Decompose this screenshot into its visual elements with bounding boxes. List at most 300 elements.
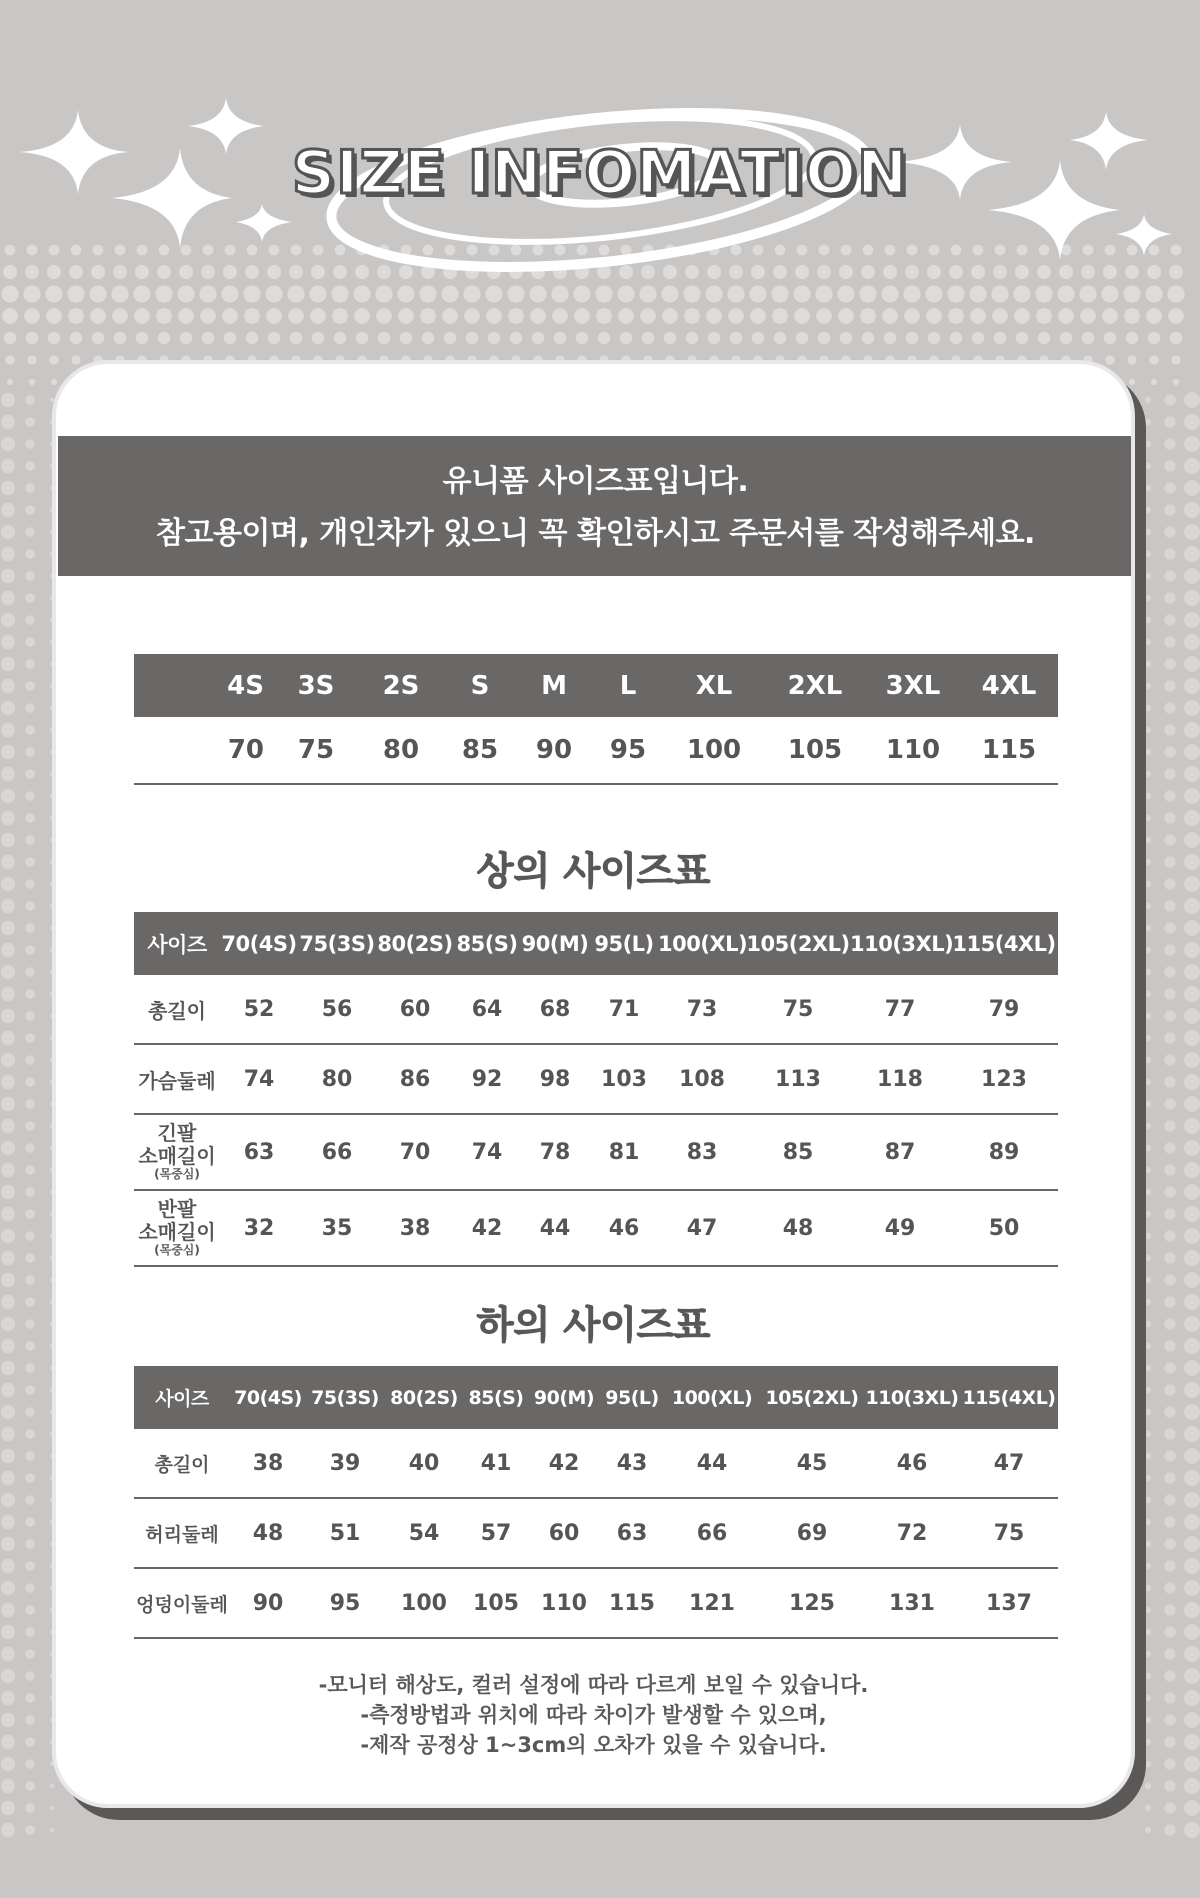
- row-label-text: 소매길이: [138, 1220, 216, 1245]
- background-dot: [576, 332, 589, 345]
- background-dot: [1184, 414, 1200, 430]
- top-table-row: [134, 1045, 1058, 1115]
- background-dot: [25, 1319, 34, 1328]
- header-size-cell: 70(4S): [234, 1386, 302, 1409]
- value-cell: 60: [548, 1520, 580, 1546]
- background-dot: [994, 332, 1007, 345]
- value-cell: 131: [889, 1590, 935, 1616]
- value-cell: 95: [329, 1590, 361, 1616]
- value-cell: 113: [775, 1066, 821, 1092]
- background-dot: [774, 332, 787, 345]
- background-dot: [1184, 1668, 1200, 1684]
- background-dot: [1, 1449, 15, 1463]
- value-cell: 98: [539, 1066, 571, 1092]
- background-dot: [1164, 526, 1175, 537]
- background-dot: [1105, 355, 1114, 364]
- background-dot: [1164, 1186, 1175, 1197]
- background-dot: [25, 1099, 34, 1108]
- background-dot: [25, 395, 34, 404]
- background-dot: [840, 332, 853, 345]
- value-cell: 118: [877, 1066, 923, 1092]
- value-cell: 77: [884, 996, 916, 1022]
- background-dot: [1014, 308, 1030, 324]
- value-cell: 35: [321, 1215, 353, 1241]
- header-size-cell: 90(M): [533, 1386, 595, 1409]
- background-dot: [1184, 854, 1200, 870]
- background-dot: [49, 355, 58, 364]
- background-dot: [1, 1735, 15, 1749]
- size-mapping-header-row: [134, 654, 1058, 717]
- background-dot: [25, 1385, 34, 1394]
- background-dot: [1080, 308, 1096, 324]
- background-dot: [224, 332, 237, 345]
- background-dot: [1184, 1206, 1200, 1222]
- value-cell: 110: [541, 1590, 587, 1616]
- background-dot: [202, 332, 215, 345]
- background-dot: [1164, 1560, 1175, 1571]
- background-dot: [25, 1011, 34, 1020]
- background-dot: [1, 1757, 15, 1771]
- size-label-cell: M: [541, 670, 567, 701]
- value-cell: 66: [321, 1139, 353, 1165]
- background-dot: [1, 547, 15, 561]
- background-dot: [464, 308, 480, 324]
- background-dot: [796, 332, 809, 345]
- background-dot: [25, 439, 34, 448]
- background-dot: [25, 989, 34, 998]
- row-label-sleeve-type: 반팔: [157, 1197, 197, 1222]
- background-dot: [1164, 768, 1175, 779]
- background-dot: [1184, 964, 1200, 980]
- background-dot: [1, 1317, 15, 1331]
- value-cell: 48: [782, 1215, 814, 1241]
- header-size-cell: 105(2XL): [746, 931, 850, 956]
- background-dot: [1145, 397, 1151, 403]
- size-label-cell: 3XL: [885, 670, 941, 701]
- value-cell: 72: [896, 1520, 928, 1546]
- background-dot: [1184, 1734, 1200, 1750]
- value-cell: 121: [689, 1590, 735, 1616]
- size-value-cell: 100: [686, 735, 742, 765]
- background-dot: [1164, 1450, 1175, 1461]
- background-dot: [25, 1583, 34, 1592]
- background-dot: [1184, 1404, 1200, 1420]
- background-dot: [25, 1341, 34, 1350]
- value-cell: 75: [993, 1520, 1025, 1546]
- background-dot: [25, 791, 34, 800]
- background-dot: [794, 308, 810, 324]
- background-dot: [1184, 1426, 1200, 1442]
- background-dot: [1164, 1626, 1175, 1637]
- top-table-header-row: [134, 912, 1058, 975]
- background-dot: [1, 877, 15, 891]
- value-cell: 125: [789, 1590, 835, 1616]
- background-dot: [1, 1075, 15, 1089]
- background-dot: [1173, 379, 1179, 385]
- value-cell: 47: [686, 1215, 718, 1241]
- background-dot: [664, 332, 677, 345]
- background-dot: [1126, 332, 1139, 345]
- background-dot: [1, 1647, 15, 1661]
- value-cell: 46: [608, 1215, 640, 1241]
- background-dot: [926, 308, 942, 324]
- background-dot: [7, 379, 13, 385]
- background-dot: [25, 681, 34, 690]
- background-dot: [25, 1121, 34, 1130]
- value-cell: 123: [981, 1066, 1027, 1092]
- background-dot: [1164, 1142, 1175, 1153]
- background-dot: [1, 789, 15, 803]
- background-dot: [356, 332, 369, 345]
- background-dot: [1164, 1340, 1175, 1351]
- background-dot: [332, 308, 348, 324]
- background-dot: [1164, 658, 1175, 669]
- header-size-cell: 100(XL): [671, 1386, 753, 1409]
- size-label-cell: 2XL: [787, 670, 843, 701]
- background-dot: [574, 308, 590, 324]
- background-dot: [1164, 1516, 1175, 1527]
- background-dot: [1, 1559, 15, 1573]
- size-value-cell: 80: [382, 735, 420, 765]
- background-dot: [1184, 744, 1200, 760]
- background-dot: [1, 1383, 15, 1397]
- header-size-cell: 70(4S): [221, 931, 297, 956]
- value-cell: 41: [480, 1450, 512, 1476]
- background-dot: [1184, 1008, 1200, 1024]
- background-dot: [1184, 568, 1200, 584]
- background-dot: [1, 1031, 15, 1045]
- background-dot: [906, 332, 919, 345]
- background-dot: [1184, 766, 1200, 782]
- background-dot: [25, 923, 34, 932]
- background-dot: [1184, 1294, 1200, 1310]
- background-dot: [268, 332, 281, 345]
- background-dot: [1058, 308, 1074, 324]
- background-dot: [1, 1251, 15, 1265]
- background-dot: [1164, 988, 1175, 999]
- background-dot: [92, 332, 105, 345]
- background-dot: [884, 332, 897, 345]
- top-table-row: [134, 975, 1058, 1045]
- background-dot: [706, 308, 722, 324]
- background-dot: [618, 308, 634, 324]
- background-dot: [750, 308, 766, 324]
- row-label-text: 소매길이: [138, 1144, 216, 1169]
- background-dot: [1, 1405, 15, 1419]
- background-dot: [1184, 436, 1200, 452]
- background-dot: [1, 1119, 15, 1133]
- value-cell: 74: [243, 1066, 275, 1092]
- background-dot: [1184, 392, 1200, 408]
- footnote-line: -제작 공정상 1~3cm의 오차가 있을 수 있습니다.: [360, 1733, 827, 1757]
- row-label-cell: [134, 1122, 220, 1182]
- background-dot: [1, 437, 15, 451]
- header-label-cell: 사이즈: [155, 1388, 209, 1410]
- row-label-cell: 허리둘레: [145, 1523, 219, 1546]
- background-dot: [1, 1537, 15, 1551]
- footnotes: [56, 1670, 1131, 1760]
- background-dot: [25, 945, 34, 954]
- background-dot: [730, 332, 743, 345]
- background-dot: [554, 332, 567, 345]
- background-dot: [25, 1715, 34, 1724]
- background-dot: [1184, 1096, 1200, 1112]
- header-size-cell: 90(M): [521, 931, 589, 956]
- background-dot: [1, 723, 15, 737]
- background-dot: [1184, 590, 1200, 606]
- value-cell: 86: [399, 1066, 431, 1092]
- header-size-cell: 115(4XL): [962, 1386, 1056, 1409]
- background-dot: [1184, 1162, 1200, 1178]
- size-value-cell: 115: [981, 735, 1037, 765]
- background-dot: [25, 637, 34, 646]
- background-dot: [1164, 1736, 1175, 1747]
- background-dot: [71, 355, 80, 364]
- background-dot: [1184, 546, 1200, 562]
- background-dot: [1184, 1228, 1200, 1244]
- background-dot: [686, 332, 699, 345]
- background-dot: [5, 355, 14, 364]
- background-dot: [378, 332, 391, 345]
- background-dot: [860, 308, 876, 324]
- value-cell: 83: [686, 1139, 718, 1165]
- background-dot: [180, 332, 193, 345]
- background-dot: [1164, 1824, 1175, 1835]
- background-dot: [1184, 1338, 1200, 1354]
- value-cell: 108: [679, 1066, 725, 1092]
- background-dot: [1184, 1602, 1200, 1618]
- value-cell: 115: [609, 1590, 655, 1616]
- background-dot: [400, 332, 413, 345]
- header-size-cell: 100(XL): [658, 931, 748, 956]
- background-dot: [25, 1451, 34, 1460]
- background-dot: [1, 635, 15, 649]
- background-dot: [1184, 810, 1200, 826]
- background-dot: [1184, 832, 1200, 848]
- background-dot: [222, 308, 238, 324]
- background-dot: [422, 332, 435, 345]
- background-dot: [1184, 524, 1200, 540]
- background-dot: [25, 703, 34, 712]
- background-dot: [1164, 1032, 1175, 1043]
- background-dot: [1164, 834, 1175, 845]
- value-cell: 79: [988, 996, 1020, 1022]
- background-dot: [1184, 1690, 1200, 1706]
- background-dot: [25, 967, 34, 976]
- notice-line-2: 참고용이며, 개인차가 있으니 꼭 확인하시고 주문서를 작성해주세요.: [156, 516, 1035, 551]
- background-dot: [25, 615, 34, 624]
- background-dot: [508, 308, 524, 324]
- value-cell: 32: [243, 1215, 275, 1241]
- background-dot: [1164, 1604, 1175, 1615]
- background-dot: [1171, 355, 1180, 364]
- value-cell: 44: [696, 1450, 728, 1476]
- background-dot: [1184, 942, 1200, 958]
- background-dot: [684, 308, 700, 324]
- background-dot: [25, 1473, 34, 1482]
- background-dot: [25, 1143, 34, 1152]
- header-size-cell: 75(3S): [299, 931, 375, 956]
- background-dot: [68, 308, 84, 324]
- row-label-cell: [134, 1198, 220, 1258]
- background-dot: [1, 525, 15, 539]
- background-dot: [25, 1187, 34, 1196]
- row-label-note: (목중심): [154, 1167, 200, 1182]
- header-size-cell: 80(2S): [390, 1386, 458, 1409]
- background-dot: [640, 308, 656, 324]
- size-value-cell: 70: [227, 735, 264, 765]
- value-cell: 73: [686, 996, 718, 1022]
- value-cell: 92: [471, 1066, 503, 1092]
- background-dot: [1164, 1120, 1175, 1131]
- background-dot: [1184, 1448, 1200, 1464]
- background-dot: [25, 1363, 34, 1372]
- header-size-cell: 95(L): [594, 931, 654, 956]
- bottom-table-row: [134, 1429, 1058, 1499]
- background-dot: [1184, 1800, 1200, 1816]
- background-dot: [1164, 636, 1175, 647]
- background-dot: [1164, 1296, 1175, 1307]
- background-dot: [25, 1297, 34, 1306]
- footnote-line: -모니터 해상도, 컬러 설정에 따라 다르게 보일 수 있습니다.: [318, 1673, 869, 1697]
- background-dot: [1184, 1822, 1200, 1838]
- background-dot: [1145, 1783, 1151, 1789]
- background-dot: [1164, 1318, 1175, 1329]
- background-dot: [200, 308, 216, 324]
- background-dot: [1, 767, 15, 781]
- background-dot: [1184, 1580, 1200, 1596]
- background-dot: [25, 1539, 34, 1548]
- background-dot: [27, 355, 36, 364]
- background-dot: [1, 1779, 15, 1793]
- background-dot: [25, 1209, 34, 1218]
- background-dot: [1184, 1074, 1200, 1090]
- background-dot: [25, 1055, 34, 1064]
- header-size-cell: 85(S): [456, 931, 518, 956]
- background-dot: [708, 332, 721, 345]
- background-dot: [29, 379, 35, 385]
- page-title: SIZE INFOMATION: [291, 138, 909, 208]
- background-dot: [1164, 1538, 1175, 1549]
- background-dot: [1, 1427, 15, 1441]
- background-dot: [51, 379, 57, 385]
- background-dot: [1184, 1712, 1200, 1728]
- background-dot: [486, 308, 502, 324]
- background-dot: [25, 1693, 34, 1702]
- value-cell: 45: [796, 1450, 828, 1476]
- background-dot: [25, 1803, 34, 1812]
- background-dot: [25, 593, 34, 602]
- footnote-line: -측정방법과 위치에 따라 차이가 발생할 수 있으며,: [360, 1703, 827, 1727]
- background-dot: [1, 1361, 15, 1375]
- background-dot: [1, 1515, 15, 1529]
- background-dot: [1184, 1360, 1200, 1376]
- background-dot: [1184, 1052, 1200, 1068]
- background-dot: [1, 613, 15, 627]
- background-dot: [1, 1053, 15, 1067]
- background-dot: [312, 332, 325, 345]
- background-dot: [662, 308, 678, 324]
- background-dot: [1, 1273, 15, 1287]
- value-cell: 52: [243, 996, 275, 1022]
- background-dot: [1, 965, 15, 979]
- value-cell: 100: [401, 1590, 447, 1616]
- background-dot: [1, 1163, 15, 1177]
- background-dot: [1184, 788, 1200, 804]
- background-dot: [950, 332, 963, 345]
- value-cell: 60: [399, 996, 431, 1022]
- value-cell: 74: [471, 1139, 503, 1165]
- background-dot: [1, 657, 15, 671]
- background-dot: [4, 332, 17, 345]
- background-dot: [25, 747, 34, 756]
- background-dot: [1, 679, 15, 693]
- background-dot: [552, 308, 568, 324]
- background-dot: [1, 833, 15, 847]
- background-dot: [288, 308, 304, 324]
- background-dot: [1164, 1780, 1175, 1791]
- background-dot: [25, 725, 34, 734]
- background-dot: [1164, 416, 1175, 427]
- row-label-cell: 엉덩이둘레: [136, 1593, 228, 1616]
- header-label-cell: 사이즈: [147, 932, 207, 957]
- background-dot: [25, 417, 34, 426]
- background-dot: [1, 1493, 15, 1507]
- value-cell: 69: [796, 1520, 828, 1546]
- background-dot: [25, 483, 34, 492]
- background-dot: [598, 332, 611, 345]
- background-dot: [1184, 1382, 1200, 1398]
- background-dot: [1, 1669, 15, 1683]
- background-dot: [25, 1737, 34, 1746]
- background-dot: [1184, 1558, 1200, 1574]
- background-dot: [1148, 332, 1161, 345]
- background-dot: [1, 745, 15, 759]
- background-dot: [25, 461, 34, 470]
- background-dot: [24, 308, 40, 324]
- background-dot: [1, 855, 15, 869]
- value-cell: 48: [252, 1520, 284, 1546]
- background-dot: [48, 332, 61, 345]
- background-dot: [1184, 656, 1200, 672]
- background-dot: [25, 813, 34, 822]
- row-label-note: (목중심): [154, 1243, 200, 1258]
- value-cell: 87: [884, 1139, 916, 1165]
- background-dot: [1102, 308, 1118, 324]
- background-dot: [90, 308, 106, 324]
- value-cell: 85: [782, 1139, 814, 1165]
- size-label-cell: 2S: [382, 670, 420, 701]
- background-dot: [1164, 1428, 1175, 1439]
- background-dot: [25, 1781, 34, 1790]
- background-dot: [1164, 1010, 1175, 1021]
- background-dot: [1164, 1164, 1175, 1175]
- background-dot: [882, 308, 898, 324]
- background-dot: [1184, 502, 1200, 518]
- background-dot: [1164, 1384, 1175, 1395]
- background-dot: [1, 943, 15, 957]
- value-cell: 47: [993, 1450, 1025, 1476]
- row-label-cell: 총길이: [148, 998, 206, 1023]
- background-dot: [1184, 634, 1200, 650]
- background-dot: [1164, 438, 1175, 449]
- value-cell: 66: [696, 1520, 728, 1546]
- background-dot: [1170, 332, 1183, 345]
- background-dot: [1, 1471, 15, 1485]
- background-dot: [156, 308, 172, 324]
- background-dot: [50, 1784, 54, 1788]
- value-cell: 49: [884, 1215, 916, 1241]
